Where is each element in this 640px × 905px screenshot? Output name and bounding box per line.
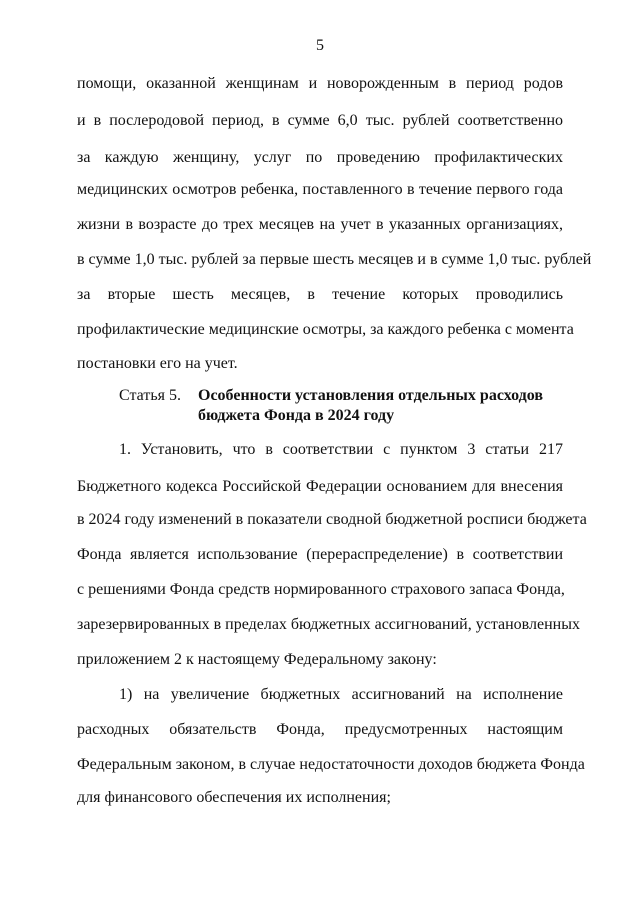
clause-line: зарезервированных в пределах бюджетных ассигнований, установленных [77,616,580,633]
paragraph-line: медицинских осмотров ребенка, поставленного в течение первого года [77,181,563,198]
page-number: 5 [316,37,324,54]
paragraph-line: жизни в возрасте до трех месяцев на учет в указанных организациях, [77,216,563,233]
paragraph-line: профилактические медицинские осмотры, за каждого ребенка с момента [77,321,574,338]
paragraph-line: постановки его на учет. [77,355,238,372]
subclause-line: расходных обязательств Фонда, предусмотренных настоящим [77,721,563,738]
article-label: Статья 5. [119,387,181,404]
subclause-line: Федеральным законом, в случае недостаточности доходов бюджета Фонда [77,756,585,773]
paragraph-line: и в послеродовой период, в сумме 6,0 тыс. рублей соответственно [77,112,563,129]
article-title-line: бюджета Фонда в 2024 году [198,407,395,424]
paragraph-line: в сумме 1,0 тыс. рублей за первые шесть месяцев и в сумме 1,0 тыс. рублей [77,251,592,268]
subclause-line: для финансового обеспечения их исполнения; [77,789,391,806]
article-title [198,386,543,426]
article-title-line: Особенности установления отдельных расходов [198,387,543,404]
paragraph-line: помощи, оказанной женщинам и новорожденным в период родов [77,75,563,92]
paragraph-line: за каждую женщину, услуг по проведению профилактических [77,149,563,166]
clause-line: Бюджетного кодекса Российской Федерации основанием для внесения [77,478,563,495]
subclause-line: 1) на увеличение бюджетных ассигнований на исполнение [119,686,563,703]
paragraph-line: за вторые шесть месяцев, в течение которых проводились [77,286,563,303]
clause-line: Фонда является использование (перераспределение) в соответствии [77,546,563,563]
clause-line: с решениями Фонда средств нормированного страхового запаса Фонда, [77,581,565,598]
clause-line: в 2024 году изменений в показатели сводной бюджетной росписи бюджета [77,511,587,528]
clause-line: 1. Установить, что в соответствии с пунктом 3 статьи 217 [119,441,563,458]
clause-line: приложением 2 к настоящему Федеральному закону: [77,651,437,668]
